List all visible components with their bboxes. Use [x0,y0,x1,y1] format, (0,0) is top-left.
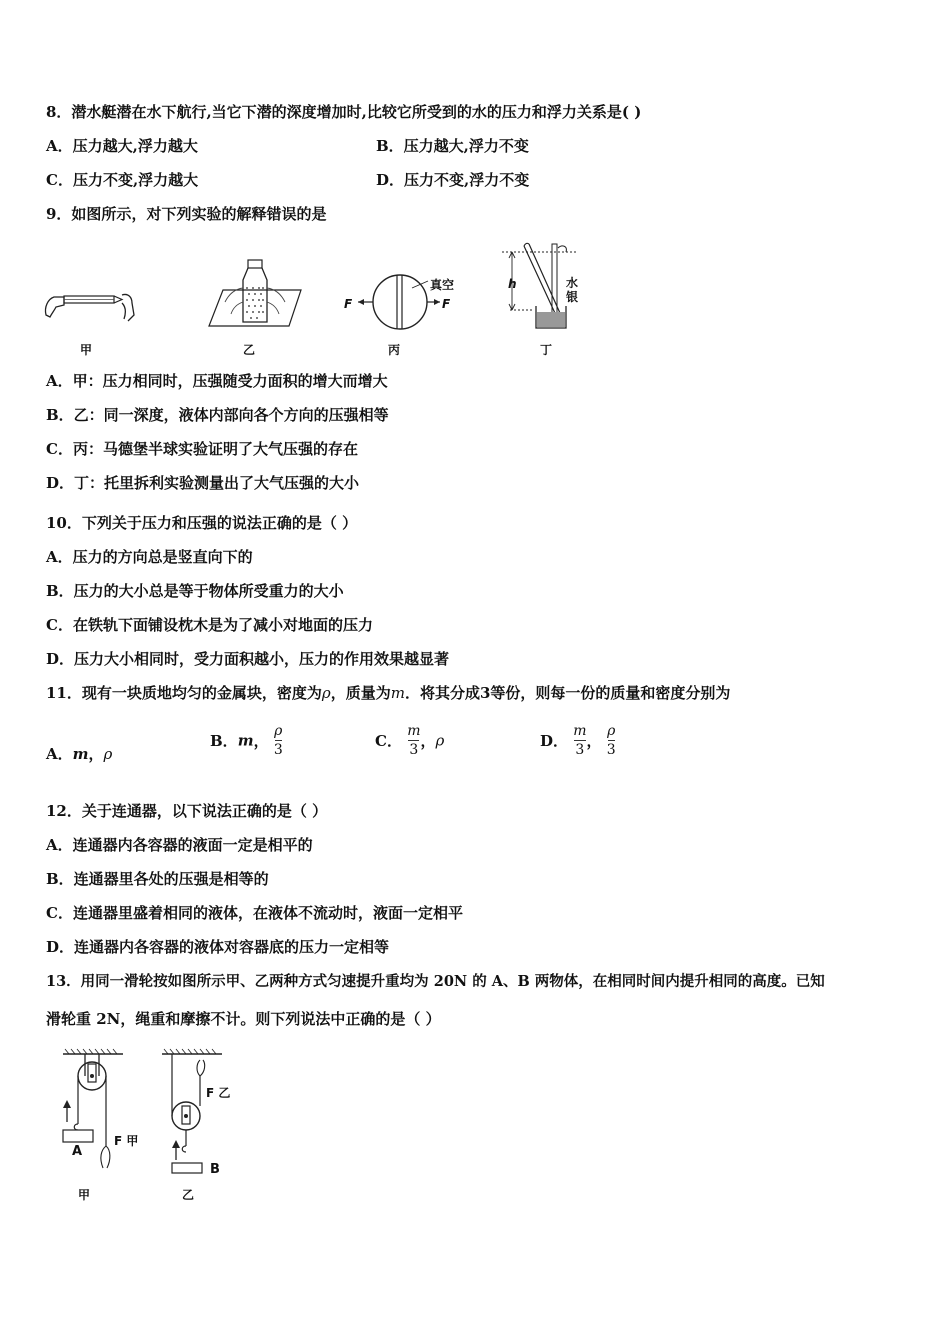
q12-option-d[interactable]: D．连通器内各容器的液体对容器底的压力一定相等 [46,938,390,956]
q11-option-c-mass-fraction [407,722,420,759]
q8-option-a[interactable]: A．压力越大,浮力越大 [46,137,198,155]
q11-stem-n: 3 [479,684,491,702]
q11-option-b-sep: ， [253,732,269,750]
q11-option-d-mass-fraction [573,722,586,759]
q9-label-vacuum: 真空 [430,278,455,292]
q11-option-c-sep: ， [420,732,436,750]
q9-caption-yi: 乙 [243,343,256,357]
figure-pencil-fingers [42,285,138,325]
q11-option-b-label: B． [210,732,238,750]
q9-label-mercury: 水银 [566,276,579,304]
q13-label-b: B [210,1162,220,1177]
q9-caption-ding: 丁 [540,343,553,357]
fraction-denominator: 3 [606,742,616,758]
q13-label-f-yi: F 乙 [206,1086,231,1100]
q9-option-c[interactable]: C．丙：马德堡半球实验证明了大气压强的存在 [46,440,358,458]
q11-option-d-density-fraction [607,722,616,759]
q11-stem-part-a: 11．现有一块质地均匀的金属块，密度为 [46,684,322,702]
q9-option-a[interactable]: A．甲：压力相同时，压强随受力面积的增大而增大 [46,372,388,390]
q11-option-a-density: ρ [103,745,113,763]
q12-option-a[interactable]: A．连通器内各容器的液面一定是相平的 [46,836,313,854]
fraction-numerator: m [407,723,421,739]
q10-option-c[interactable]: C．在铁轨下面铺设枕木是为了减小对地面的压力 [46,616,373,634]
fraction-denominator: 3 [575,742,585,758]
q11-option-a-sep: ， [88,745,104,763]
q9-label-h: h [508,277,517,291]
q9-option-b[interactable]: B．乙：同一深度，液体内部向各个方向的压强相等 [46,406,389,424]
q9-caption-bing: 丙 [388,343,401,357]
q9-label-f-left: F [344,297,353,311]
figure-bottle-holes [205,258,305,330]
q11-option-b[interactable] [210,722,283,759]
q11-option-d[interactable] [540,722,616,759]
q11-option-a-label: A． [46,745,73,763]
q11-option-c[interactable] [375,722,444,759]
q11-option-a[interactable] [46,743,112,764]
q13-stem-line1: 13．用同一滑轮按如图所示甲、乙两种方式匀速提升重均为 20N 的 A、B 两物体，在相同时间内提升相同的高度。已知 [46,973,825,990]
fraction-numerator: ρ [607,723,616,739]
q11-stem-m: m [390,684,405,702]
q13-label-a: A [72,1144,83,1159]
q9-caption-jia: 甲 [80,343,93,357]
q11-stem-rho: ρ [321,684,331,702]
q13-label-f-jia: F 甲 [114,1134,139,1148]
figure-fixed-pulley [55,1046,145,1176]
q12-option-c[interactable]: C．连通器里盛着相同的液体，在液体不流动时，液面一定相平 [46,904,463,922]
q11-stem-part-d: 等份，则每一份的质量和密度分别为 [490,684,731,702]
q10-option-d[interactable]: D．压力大小相同时，受力面积越小，压力的作用效果越显著 [46,650,450,668]
q11-option-c-label: C． [375,732,402,750]
q11-option-d-label: D． [540,732,569,750]
figure-movable-pulley [160,1046,250,1176]
q8-option-d[interactable]: D．压力不变,浮力不变 [376,171,530,189]
fraction-denominator: 3 [409,742,419,758]
q13-caption-yi: 乙 [182,1188,195,1202]
q10-option-a[interactable]: A．压力的方向总是竖直向下的 [46,548,253,566]
q8-stem: 8．潜水艇潜在水下航行,当它下潜的深度增加时,比较它所受到的水的压力和浮力关系是( ) [46,103,642,121]
q10-stem: 10．下列关于压力和压强的说法正确的是（ ） [46,514,358,532]
q10-option-b[interactable]: B．压力的大小总是等于物体所受重力的大小 [46,582,344,600]
q8-option-c[interactable]: C．压力不变,浮力越大 [46,171,199,189]
q11-option-a-mass: m [72,745,89,763]
fraction-denominator: 3 [273,742,283,758]
q9-option-d[interactable]: D．丁：托里拆利实验测量出了大气压强的大小 [46,474,360,492]
q9-stem: 9．如图所示，对下列实验的解释错误的是 [46,205,327,223]
q11-stem-part-b: ，质量为 [330,684,391,702]
fraction-numerator: ρ [274,723,283,739]
q12-option-b[interactable]: B．连通器里各处的压强是相等的 [46,870,269,888]
q13-stem-line2: 滑轮重 2N，绳重和摩擦不计。则下列说法中正确的是（ ） [46,1010,441,1028]
q12-stem: 12．关于连通器，以下说法正确的是（ ） [46,802,328,820]
q11-option-d-sep: ， [586,732,602,750]
q11-option-b-mass: m [237,731,254,750]
q8-option-b[interactable]: B．压力越大,浮力不变 [376,137,529,155]
q11-stem-part-c: ．将其分成 [404,684,480,702]
q13-caption-jia: 甲 [78,1188,91,1202]
q9-label-f-right: F [442,297,451,311]
q11-option-c-density: ρ [435,731,445,750]
fraction-numerator: m [573,723,587,739]
q11-stem [46,683,730,703]
q11-option-b-density-fraction [274,722,283,759]
